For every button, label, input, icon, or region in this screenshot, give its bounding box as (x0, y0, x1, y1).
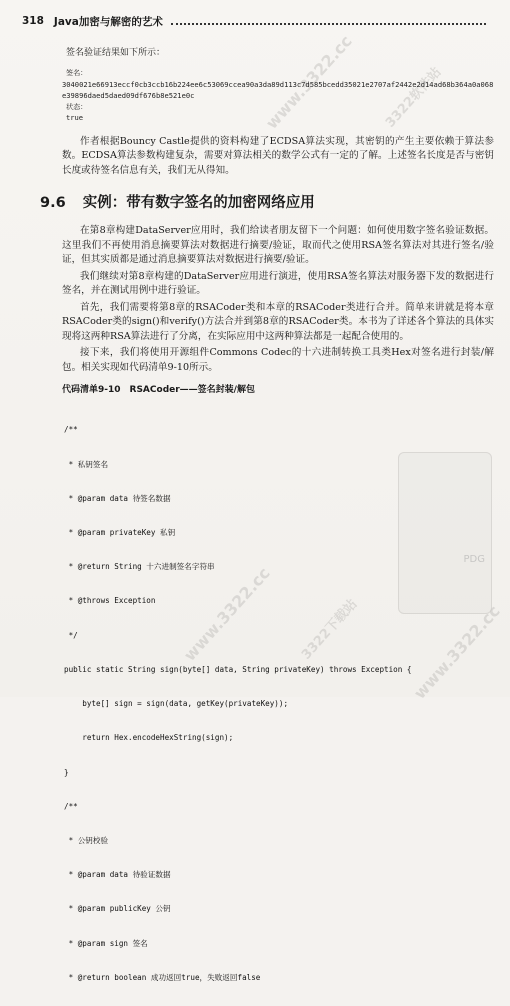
section-heading (40, 194, 494, 212)
watermark: 3322下载站 (296, 594, 360, 663)
code-line: /** (64, 801, 494, 812)
code-listing-title: 代码清单9-10 RSACoder——签名封装/解包 (62, 383, 494, 398)
watermark: www.3322.cc (180, 564, 274, 665)
code-line: * @param data 待签名数据 (64, 493, 494, 504)
watermark: 3322软件站 (380, 62, 444, 131)
page-number: 318 (22, 15, 44, 27)
watermark: www.3322.cc (410, 602, 504, 703)
code-line: * @param data 待验证数据 (64, 869, 494, 880)
section-number: 9.6 (40, 195, 66, 211)
code-block (64, 402, 494, 1006)
signature-hex: 3040021e66913eccf0cb3ccb16b224ee6c53069ccea90a3da89d113c7d585bcedd35021e2707af2442e2d14ad68b364a0a068e39896daed5daed09df676b8e521e0c (62, 79, 494, 101)
page-body (62, 46, 494, 1006)
code-line: } (64, 767, 494, 778)
paragraph: 接下来，我们将使用开源组件Commons Codec的十六进制转换工具类Hex对签名进行封装/解包。相关实现如代码清单9-10所示。 (62, 346, 494, 375)
result-intro: 签名验证结果如下所示： (66, 46, 494, 61)
section-title: 实例：带有数字签名的加密网络应用 (83, 195, 315, 211)
code-line: * @throws Exception (64, 595, 494, 606)
paragraph: 在第8章构建DataServer应用时，我们给读者朋友留下一个问题：如何使用数字签名验证数据。这里我们不再使用消息摘要算法对数据进行摘要/验证，取而代之使用RSA签名算法对其进行签名/验证，但其实质都是通过消息摘要算法对数据进行摘要/验证。 (62, 224, 494, 268)
code-line: * 公钥校验 (64, 835, 494, 846)
running-header (22, 12, 486, 30)
code-line: * @param privateKey 私钥 (64, 527, 494, 538)
code-line: byte[] sign = sign(data, getKey(privateKey)); (64, 698, 494, 709)
stamp-label: PDG (464, 554, 485, 565)
code-line: public static String sign(byte[] data, String privateKey) throws Exception { (64, 664, 494, 675)
code-line: * @return String 十六进制签名字符串 (64, 561, 494, 572)
status-value: true (66, 112, 494, 123)
paragraph: 我们继续对第8章构建的DataServer应用进行演进，使用RSA签名算法对服务器下发的数据进行签名，并在测试用例中进行验证。 (62, 270, 494, 299)
status-label: 状态： (66, 101, 494, 112)
code-line: * @param publicKey 公钥 (64, 903, 494, 914)
code-line: * @param sign 签名 (64, 938, 494, 949)
code-line: * @return boolean 成功返回true，失败返回false (64, 972, 494, 983)
code-line: * 私钥签名 (64, 459, 494, 470)
paragraph: 作者根据Bouncy Castle提供的资料构建了ECDSA算法实现，其密钥的产生主要依赖于算法参数。ECDSA算法参数构建复杂，需要对算法相关的数学公式有一定的了解。上述签名长度是否与密钥长度或待签名信息有关，我们无从得知。 (62, 135, 494, 179)
output-block (66, 67, 494, 123)
book-title: Java加密与解密的艺术 (54, 14, 163, 29)
paragraph: 首先，我们需要将第8章的RSACoder类和本章的RSACoder类进行合并。简单来讲就是将本章RSACoder类的sign()和verify()方法合并到第8章的RSACoder类。本书为了详述各个算法的具体实现将这两种RSA算法进行了分离，在实际应用中这两种算法都是一起配合使用的。 (62, 301, 494, 345)
code-line: /** (64, 424, 494, 435)
header-dotted-rule (171, 21, 486, 25)
watermark: www.3322.cc (262, 32, 356, 133)
code-line: return Hex.encodeHexString(sign); (64, 732, 494, 743)
code-line: */ (64, 630, 494, 641)
signature-label: 签名： (66, 67, 494, 78)
